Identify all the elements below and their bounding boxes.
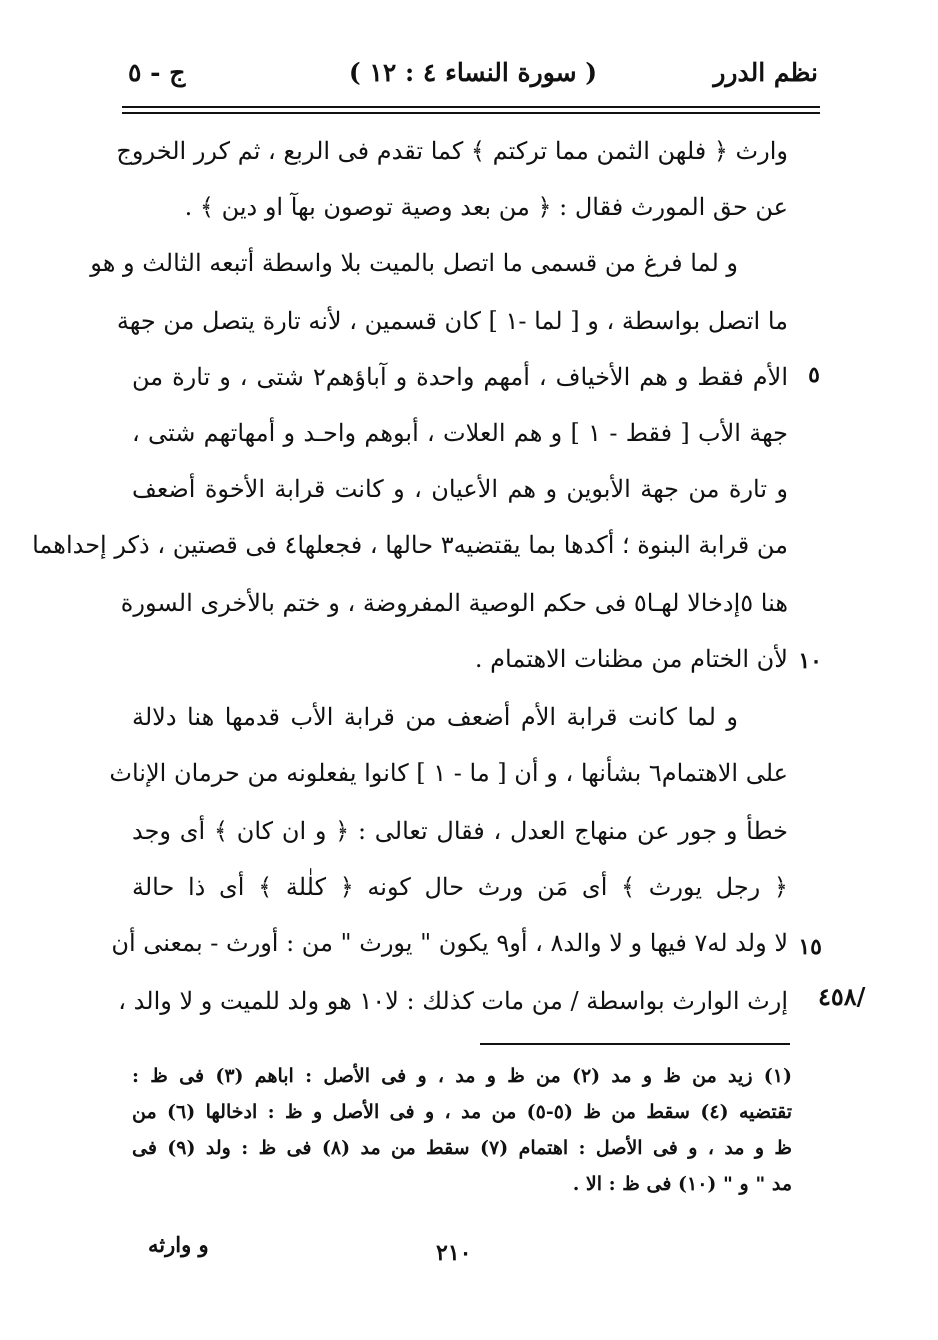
line-number-10: ١٠	[798, 648, 822, 674]
text-line: إرث الوارث بواسطة / من مات كذلك : لا١٠ هو ولد للميت و لا والد ،	[118, 987, 788, 1015]
text-line: خطأ و جور عن منهاج العدل ، فقال تعالى : ﴿ و ان كان ﴾ أى وجد	[132, 817, 788, 845]
line-number-5: ٥	[808, 362, 820, 388]
header-rule	[122, 106, 820, 108]
text-line: لأن الختام من مظنات الاهتمام .	[474, 645, 788, 673]
footnote-line: مد " و " (١٠) فى ظ : الا .	[572, 1173, 792, 1195]
text-line: جهة الأب [ فقط - ١ ] و هم العلات ، أبوهم واحـد و أمهاتهم شتى ،	[132, 419, 788, 447]
footnote-line: (١) زيد من ظ و مد (٢) من ظ و مد ، و فى الأصل : اباهم (٣) فى ظ :	[132, 1065, 792, 1087]
catchword: و وارثه	[148, 1232, 209, 1257]
running-header	[128, 58, 818, 100]
text-line: الأم فقط و هم الأخياف ، أمهم واحدة و آباؤهم٢ شتى ، و تارة من	[132, 363, 788, 391]
text-line: و تارة من جهة الأبوين و هم الأعيان ، و كانت قرابة الأخوة أضعف	[132, 475, 788, 503]
footnote-line: ظ و مد ، و فى الأصل : اهتمام (٧) سقط من مد (٨) فى ظ : ولد (٩) فى	[132, 1137, 793, 1159]
surah-reference: ( سورة النساء ٤ : ١٢ )	[348, 58, 598, 87]
text-line: هنا ٥إدخالا لهـا٥ فى حكم الوصية المفروضة ، و ختم بالأخرى السورة	[120, 589, 788, 617]
manuscript-folio-marker: ٤٥٨/	[818, 982, 866, 1011]
text-line: من قرابة البنوة ؛ أكدها بما يقتضيه٣ حالها ، فجعلها٤ فى قصتين ، ذكر إحداهما	[32, 531, 788, 559]
text-line: وارث ﴿ فلهن الثمن مما تركتم ﴾ كما تقدم فى الربع ، ثم كرر الخروج	[116, 137, 788, 165]
header-rule-double	[122, 112, 820, 114]
text-line: و لما كانت قرابة الأم أضعف من قرابة الأب قدمها هنا دلالة	[132, 703, 738, 731]
text-line: و لما فرغ من قسمى ما اتصل بالميت بلا واسطة أتبعه الثالث و هو	[90, 249, 738, 277]
footnote-line: تقتضيه (٤) سقط من ظ (٥-٥) من مد ، و فى الأصل و ظ : ادخالها (٦) من	[132, 1101, 792, 1123]
text-line: لا ولد له٧ فيها و لا والد٨ ، أو٩ يكون " يورث " من : أورث - بمعنى أن	[111, 929, 788, 957]
footnote-rule	[480, 1043, 790, 1045]
text-line: عن حق المورث فقال : ﴿ من بعد وصية توصون بهآ او دين ﴾ .	[184, 193, 788, 221]
volume-number: ج - ٥	[128, 58, 186, 87]
text-line: على الاهتمام٦ بشأنها ، و أن [ ما - ١ ] كانوا يفعلونه من حرمان الإناث	[109, 759, 788, 787]
line-number-15: ١٥	[798, 934, 822, 960]
text-line: ﴿ رجل يورث ﴾ أى مَن ورث حال كونه ﴿ كلٰلة ﴾ أى ذا حالة	[132, 873, 788, 901]
text-line: ما اتصل بواسطة ، و [ لما -١ ] كان قسمين ، لأنه تارة يتصل من جهة	[116, 307, 788, 335]
book-title: نظم الدرر	[713, 58, 818, 87]
page-number: ٢١٠	[436, 1240, 472, 1266]
